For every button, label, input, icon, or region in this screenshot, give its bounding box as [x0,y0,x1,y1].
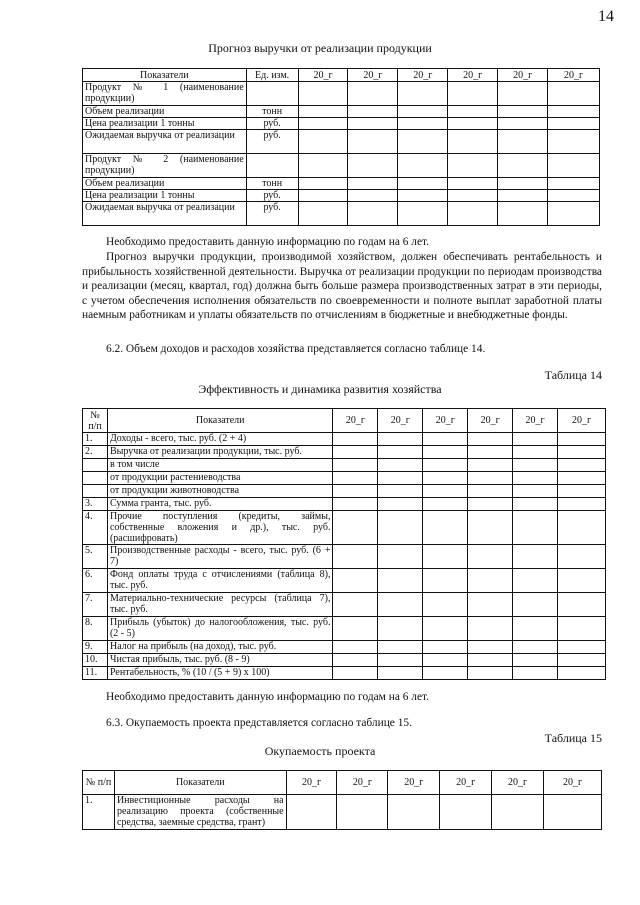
row-unit: тонн [246,106,298,118]
column-header-year: 20_г [440,771,492,795]
value-cell [348,202,398,226]
value-cell [348,130,398,154]
value-cell [423,472,468,485]
value-cell [423,545,468,569]
value-cell [398,106,448,118]
value-cell [398,82,448,106]
value-cell [468,433,513,446]
value-cell [513,446,558,459]
value-cell [448,154,498,178]
row-number: 7. [83,593,108,617]
value-cell [468,446,513,459]
value-cell [333,654,378,667]
value-cell [333,569,378,593]
column-header-year: 20_г [398,69,448,82]
row-number: 11. [83,667,108,680]
value-cell [398,178,448,190]
value-cell [498,178,548,190]
value-cell [378,459,423,472]
table-header-row [83,771,602,795]
efficiency-dynamics-table [82,408,606,680]
table-row [83,202,600,226]
row-label: Ожидаемая выручка от реализации [83,130,247,154]
section-6-3: 6.3. Окупаемость проекта представляется согласно таблице 15. [106,717,412,729]
row-unit: руб. [246,190,298,202]
value-cell [423,654,468,667]
value-cell [298,106,348,118]
value-cell [388,795,440,830]
row-label: от продукции растениеводства [107,472,332,485]
row-label: Объем реализации [83,106,247,118]
row-label: Цена реализации 1 тонны [83,118,247,130]
row-number: 5. [83,545,108,569]
table-row [83,82,600,106]
row-label: Продукт № 2 (наименование продукции) [83,154,247,178]
row-label: в том числе [107,459,332,472]
value-cell [513,545,558,569]
value-cell [513,667,558,680]
value-cell [440,795,492,830]
value-cell [298,178,348,190]
column-header-year: 20_г [337,771,388,795]
value-cell [558,593,606,617]
page-number: 14 [598,8,614,25]
value-cell [513,472,558,485]
table-15-title: Окупаемость проекта [264,744,376,758]
value-cell [423,459,468,472]
value-cell [558,498,606,511]
column-header-year: 20_г [448,69,498,82]
table-row [83,498,606,511]
value-cell [423,667,468,680]
value-cell [548,154,600,178]
value-cell [448,106,498,118]
table-row [83,654,606,667]
table-row [83,511,606,545]
value-cell [448,82,498,106]
column-header-year: 20_г [348,69,398,82]
row-label: Объем реализации [83,178,247,190]
table-row [83,667,606,680]
row-label: Доходы - всего, тыс. руб. (2 + 4) [107,433,332,446]
value-cell [513,498,558,511]
column-header-indicator: Показатели [114,771,286,795]
value-cell [378,472,423,485]
column-header-indicator: Показатели [107,409,332,433]
row-label: Ожидаемая выручка от реализации [83,202,247,226]
value-cell [448,202,498,226]
section-6-2: 6.2. Объем доходов и расходов хозяйства представляется согласно таблице 14. [106,343,486,355]
value-cell [378,641,423,654]
value-cell [423,569,468,593]
value-cell [513,617,558,641]
value-cell [378,569,423,593]
table-row [83,154,600,178]
value-cell [333,433,378,446]
value-cell [378,654,423,667]
row-number: 3. [83,498,108,511]
value-cell [423,593,468,617]
row-number: 1. [83,433,108,446]
value-cell [333,446,378,459]
value-cell [423,511,468,545]
table-row [83,569,606,593]
column-header-number: № п/п [83,409,108,433]
value-cell [333,641,378,654]
value-cell [348,118,398,130]
row-label: Прочие поступления (кредиты, займы, собственные вложения и др.), тыс. руб. (расшифровать) [107,511,332,545]
value-cell [468,545,513,569]
table-1-title: Прогноз выручки от реализации продукции [208,41,432,55]
row-label: Цена реализации 1 тонны [83,190,247,202]
value-cell [333,498,378,511]
row-unit [246,82,298,106]
row-label: Рентабельность, % (10 / (5 + 9) x 100) [107,667,332,680]
row-label: Материально-технические ресурсы (таблица 7), тыс. руб. [107,593,332,617]
value-cell [333,485,378,498]
value-cell [468,569,513,593]
row-number [83,459,108,472]
value-cell [468,593,513,617]
row-label: Производственные расходы - всего, тыс. руб. (6 + 7) [107,545,332,569]
column-header-year: 20_г [558,409,606,433]
revenue-paragraph: Прогноз выручки продукции, производимой хозяйством, должен обеспечивать рентабельность и прибыльность хозяйственной деятельности. Выручка от реализации продукции по периодам производства и реализации (месяц, квартал, год) должна быть больше размера производственных затрат в эти периоды, с учетом обеспечения исполнения обязательств по своевременности и полноте выплат заработной платы наемным работникам и уплаты обязательств по отчислениям в бюджетные и внебюджетные фонды. [82,251,602,321]
table-row [83,190,600,202]
value-cell [286,795,337,830]
column-header-year: 20_г [492,771,544,795]
table-row [83,545,606,569]
table-row [83,433,606,446]
row-unit: тонн [246,178,298,190]
value-cell [298,82,348,106]
value-cell [468,617,513,641]
table-15-ref: Таблица 15 [544,731,602,745]
value-cell [558,433,606,446]
value-cell [333,459,378,472]
table-row [83,472,606,485]
column-header-year: 20_г [378,409,423,433]
row-number: 10. [83,654,108,667]
row-label: Сумма гранта, тыс. руб. [107,498,332,511]
value-cell [558,545,606,569]
value-cell [333,545,378,569]
value-cell [348,190,398,202]
value-cell [298,154,348,178]
value-cell [498,130,548,154]
value-cell [348,154,398,178]
value-cell [298,190,348,202]
value-cell [558,485,606,498]
value-cell [398,130,448,154]
table-row [83,446,606,459]
column-header-unit: Ед. изм. [246,69,298,82]
value-cell [498,154,548,178]
value-cell [548,82,600,106]
value-cell [378,498,423,511]
row-label: Продукт № 1 (наименование продукции) [83,82,247,106]
value-cell [398,190,448,202]
value-cell [448,130,498,154]
value-cell [513,511,558,545]
table-row [83,130,600,154]
column-header-year: 20_г [548,69,600,82]
row-number: 1. [83,795,115,830]
value-cell [513,593,558,617]
column-header-year: 20_г [513,409,558,433]
value-cell [378,433,423,446]
value-cell [378,545,423,569]
row-number: 6. [83,569,108,593]
value-cell [333,511,378,545]
payback-table [82,770,602,830]
value-cell [423,617,468,641]
column-header-number: № п/п [83,771,115,795]
value-cell [558,641,606,654]
table-row [83,593,606,617]
value-cell [398,154,448,178]
value-cell [468,459,513,472]
column-header-indicator: Показатели [83,69,247,82]
row-number: 9. [83,641,108,654]
table-row [83,795,602,830]
value-cell [558,472,606,485]
row-unit [246,154,298,178]
value-cell [513,641,558,654]
value-cell [423,433,468,446]
value-cell [558,511,606,545]
value-cell [513,485,558,498]
value-cell [558,654,606,667]
value-cell [548,178,600,190]
row-number: 8. [83,617,108,641]
value-cell [378,511,423,545]
table-row [83,617,606,641]
value-cell [558,569,606,593]
table-row [83,459,606,472]
table-14-title: Эффективность и динамика развития хозяйства [198,382,442,396]
value-cell [468,641,513,654]
note-6-years-1: Необходимо предоставить данную информацию по годам на 6 лет. [106,236,429,248]
value-cell [513,569,558,593]
value-cell [558,617,606,641]
value-cell [468,498,513,511]
column-header-year: 20_г [388,771,440,795]
row-unit: руб. [246,130,298,154]
row-label: Налог на прибыль (на доход), тыс. руб. [107,641,332,654]
value-cell [468,472,513,485]
value-cell [548,130,600,154]
note-6-years-2: Необходимо предоставить данную информацию по годам на 6 лет. [106,691,429,703]
value-cell [378,593,423,617]
value-cell [498,106,548,118]
value-cell [398,118,448,130]
value-cell [348,106,398,118]
column-header-year: 20_г [423,409,468,433]
value-cell [348,82,398,106]
row-unit: руб. [246,202,298,226]
table-row [83,106,600,118]
column-header-year: 20_г [544,771,602,795]
value-cell [558,667,606,680]
value-cell [513,654,558,667]
value-cell [513,459,558,472]
value-cell [337,795,388,830]
revenue-forecast-table [82,68,600,226]
table-row [83,641,606,654]
table-header-row [83,69,600,82]
value-cell [423,446,468,459]
value-cell [423,498,468,511]
column-header-year: 20_г [298,69,348,82]
value-cell [448,190,498,202]
value-cell [548,190,600,202]
table-header-row [83,409,606,433]
value-cell [298,202,348,226]
table-14-ref: Таблица 14 [544,368,602,382]
value-cell [333,617,378,641]
value-cell [333,593,378,617]
column-header-year: 20_г [286,771,337,795]
value-cell [558,459,606,472]
row-unit: руб. [246,118,298,130]
row-label: Фонд оплаты труда с отчислениями (таблица 8), тыс. руб. [107,569,332,593]
value-cell [548,202,600,226]
row-label: Инвестиционные расходы на реализацию проекта (собственные средства, заемные средства, грант) [114,795,286,830]
value-cell [378,446,423,459]
row-label: Прибыль (убыток) до налогообложения, тыс. руб. (2 - 5) [107,617,332,641]
row-number [83,485,108,498]
value-cell [468,654,513,667]
row-label: Выручка от реализации продукции, тыс. руб. [107,446,332,459]
value-cell [468,485,513,498]
value-cell [378,617,423,641]
value-cell [492,795,544,830]
row-number [83,472,108,485]
row-number: 4. [83,511,108,545]
value-cell [498,190,548,202]
table-row [83,485,606,498]
column-header-year: 20_г [333,409,378,433]
value-cell [498,82,548,106]
value-cell [348,178,398,190]
column-header-year: 20_г [468,409,513,433]
value-cell [498,118,548,130]
value-cell [423,485,468,498]
value-cell [548,118,600,130]
value-cell [423,641,468,654]
table-row [83,118,600,130]
value-cell [448,118,498,130]
value-cell [378,667,423,680]
value-cell [468,667,513,680]
value-cell [498,202,548,226]
value-cell [398,202,448,226]
value-cell [298,118,348,130]
value-cell [544,795,602,830]
value-cell [333,667,378,680]
row-number: 2. [83,446,108,459]
value-cell [298,130,348,154]
value-cell [468,511,513,545]
value-cell [378,485,423,498]
value-cell [548,106,600,118]
value-cell [333,472,378,485]
value-cell [513,433,558,446]
column-header-year: 20_г [498,69,548,82]
table-row [83,178,600,190]
value-cell [448,178,498,190]
row-label: Чистая прибыль, тыс. руб. (8 - 9) [107,654,332,667]
row-label: от продукции животноводства [107,485,332,498]
value-cell [558,446,606,459]
